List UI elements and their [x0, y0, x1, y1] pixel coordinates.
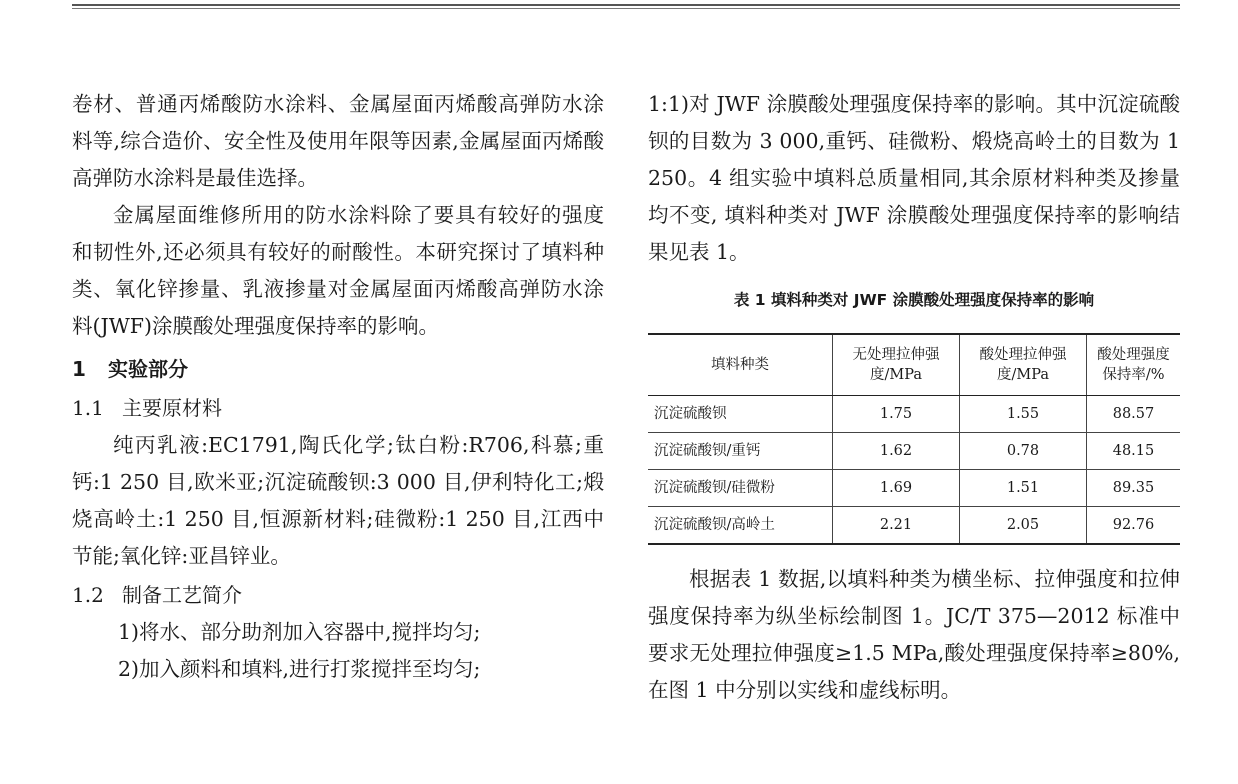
- subsection-heading: [72, 577, 604, 614]
- table-cell: 1.75: [833, 396, 960, 433]
- subsection-heading: [72, 390, 604, 427]
- subsection-number: 1.2: [72, 583, 104, 607]
- table-cell: 沉淀硫酸钡: [648, 396, 833, 433]
- table-cell: 48.15: [1087, 433, 1181, 470]
- table-cell: 沉淀硫酸钡/高岭土: [648, 507, 833, 545]
- subsection-title: 制备工艺简介: [122, 583, 242, 607]
- table-caption: 表 1 填料种类对 JWF 涂膜酸处理强度保持率的影响: [733, 291, 1095, 309]
- left-column: [72, 86, 604, 688]
- table-cell: 沉淀硫酸钡/硅微粉: [648, 470, 833, 507]
- paragraph: 金属屋面维修所用的防水涂料除了要具有较好的强度和韧性外,还必须具有较好的耐酸性。本研究探讨了填料种类、氧化锌掺量、乳液掺量对金属屋面丙烯酸高弹防水涂料(JWF)涂膜酸处理强度保持率的影响。: [72, 203, 604, 338]
- section-number: 1: [72, 357, 86, 381]
- table-cell: 1.55: [960, 396, 1087, 433]
- table-cell: 1.69: [833, 470, 960, 507]
- paragraph: 纯丙乳液:EC1791,陶氏化学;钛白粉:R706,科慕;重钙:1 250 目,欧米亚;沉淀硫酸钡:3 000 目,伊利特化工;煅烧高岭土:1 250 目,恒源新材料;硅微粉:1 250 目,江西中节能;氧化锌:亚昌锌业。: [72, 433, 604, 568]
- table-cell: 88.57: [1087, 396, 1181, 433]
- section-title: 实验部分: [108, 357, 188, 381]
- table-row: [648, 470, 1180, 507]
- right-column: [648, 86, 1180, 709]
- table-header-cell: [1087, 334, 1181, 396]
- table-header-cell: 填料种类: [648, 334, 833, 396]
- table-header-cell: [960, 334, 1087, 396]
- header-rule-thin: [72, 8, 1180, 9]
- header-text: 无处理拉伸强度/MPa: [852, 347, 940, 383]
- table-header-cell: [833, 334, 960, 396]
- process-step: 1)将水、部分助剂加入容器中,搅拌均匀;: [118, 620, 481, 644]
- paragraph: 1:1)对 JWF 涂膜酸处理强度保持率的影响。其中沉淀硫酸钡的目数为 3 000,重钙、硅微粉、煅烧高岭土的目数为 1 250。4 组实验中填料总质量相同,其余原材料种类及掺量均不变, 填料种类对 JWF 涂膜酸处理强度保持率的影响结果见表 1。: [648, 92, 1180, 264]
- table-row: [648, 433, 1180, 470]
- table-cell: 1.51: [960, 470, 1087, 507]
- paragraph: 根据表 1 数据,以填料种类为横坐标、拉伸强度和拉伸强度保持率为纵坐标绘制图 1。JC/T 375—2012 标准中要求无处理拉伸强度≥1.5 MPa,酸处理强度保持率≥80%, 在图 1 中分别以实线和虚线标明。: [648, 567, 1180, 702]
- paragraph: 卷材、普通丙烯酸防水涂料、金属屋面丙烯酸高弹防水涂料等,综合造价、安全性及使用年限等因素,金属屋面丙烯酸高弹防水涂料是最佳选择。: [72, 92, 604, 190]
- table-header-row: [648, 334, 1180, 396]
- table-cell: 2.21: [833, 507, 960, 545]
- subsection-number: 1.1: [72, 396, 104, 420]
- table-row: [648, 507, 1180, 545]
- table-row: [648, 396, 1180, 433]
- process-step: 2)加入颜料和填料,进行打浆搅拌至均匀;: [118, 657, 481, 681]
- table-cell: 沉淀硫酸钡/重钙: [648, 433, 833, 470]
- table-cell: 2.05: [960, 507, 1087, 545]
- section-heading: [72, 351, 604, 388]
- header-text: 酸处理拉伸强度/MPa: [979, 347, 1067, 383]
- data-table: [648, 333, 1180, 545]
- header-text: 酸处理强度保持率/%: [1097, 347, 1170, 383]
- table-cell: 92.76: [1087, 507, 1181, 545]
- table-cell: 89.35: [1087, 470, 1181, 507]
- table-cell: 0.78: [960, 433, 1087, 470]
- subsection-title: 主要原材料: [122, 396, 222, 420]
- header-rule: [72, 4, 1180, 6]
- table-cell: 1.62: [833, 433, 960, 470]
